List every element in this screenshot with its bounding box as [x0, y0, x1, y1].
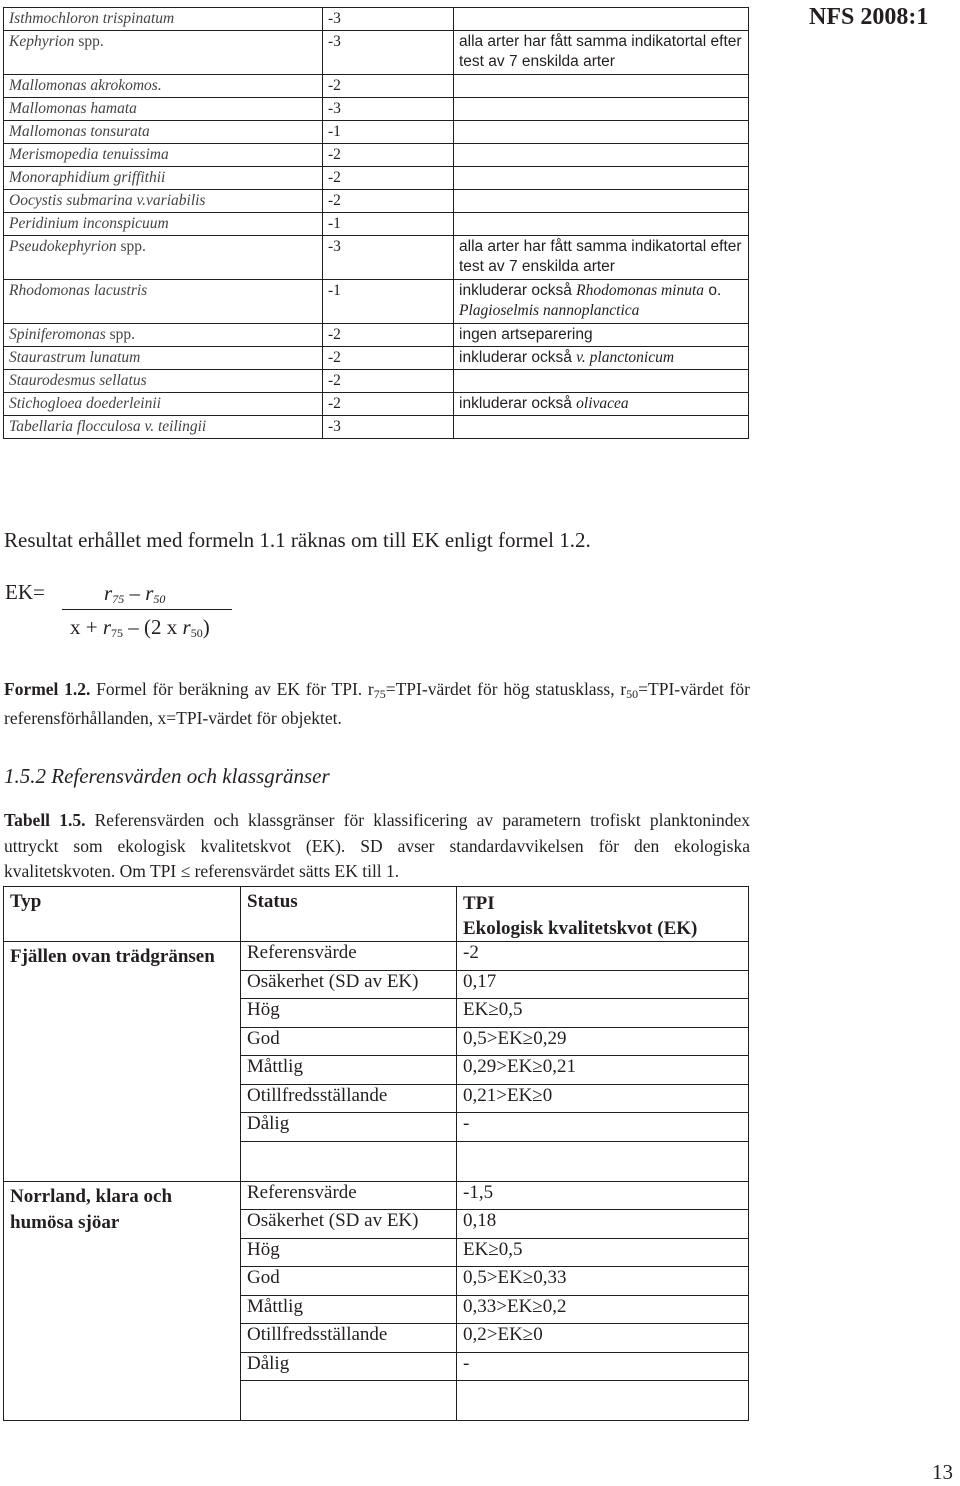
species-row	[4, 393, 749, 416]
indicator-value: -2	[323, 167, 454, 190]
spacer-cell	[241, 1141, 457, 1181]
result-text: Resultat erhållet med formeln 1.1 räknas om till EK enligt formel 1.2.	[4, 528, 591, 552]
species-row	[4, 190, 749, 213]
species-row	[4, 31, 749, 75]
indicator-value: -3	[323, 8, 454, 31]
indicator-value: -2	[323, 75, 454, 98]
species-name: Staurastrum lunatum	[4, 347, 323, 370]
species-row	[4, 347, 749, 370]
species-row	[4, 98, 749, 121]
indicator-value: -2	[323, 144, 454, 167]
species-name: Mallomonas tonsurata	[4, 121, 323, 144]
page-number: 13	[932, 1460, 953, 1484]
species-name: Stichogloea doederleinii	[4, 393, 323, 416]
document-header: NFS 2008:1	[809, 4, 929, 30]
species-name: Merismopedia tenuissima	[4, 144, 323, 167]
formula-denominator: $x + r_{75} - (2$ x $r_{50}$)	[70, 615, 210, 640]
species-row	[4, 75, 749, 98]
species-name: Peridinium inconspicuum	[4, 213, 323, 236]
species-name: Kephyrion spp.	[4, 31, 323, 75]
species-row	[4, 8, 749, 31]
status-cell: God	[241, 1267, 457, 1296]
species-row	[4, 167, 749, 190]
species-name: Monoraphidium griffithii	[4, 167, 323, 190]
indicator-value: -2	[323, 324, 454, 347]
species-row	[4, 416, 749, 439]
species-name: Staurodesmus sellatus	[4, 370, 323, 393]
species-note: inkluderar också Rhodomonas minuta o. Plagioselmis nannoplanctica	[454, 280, 749, 324]
status-cell: Hög	[241, 1238, 457, 1267]
species-note	[454, 121, 749, 144]
indicator-value: -3	[323, 236, 454, 280]
indicator-value: -3	[323, 416, 454, 439]
status-cell: Dålig	[241, 1113, 457, 1142]
formula-caption: Formel 1.2. Formel för beräkning av EK för TPI. $r_{75}=TPI$-värdet för hög statusklass, $r_{50}=TPI$-värdet för referensförhållanden, x=TPI-värdet för objektet.	[4, 679, 750, 728]
species-row	[4, 236, 749, 280]
species-name: Tabellaria flocculosa v. teilingii	[4, 416, 323, 439]
species-row	[4, 213, 749, 236]
tpi-value-cell: 0,17	[457, 970, 749, 999]
header-tpi: TPI Ekologisk kvalitetskvot (EK)	[457, 887, 749, 942]
indicator-value: -3	[323, 31, 454, 75]
species-note	[454, 213, 749, 236]
fraction-line	[62, 609, 232, 610]
tpi-value-cell: 0,5>EK≥0,33	[457, 1267, 749, 1296]
status-cell: Hög	[241, 999, 457, 1028]
species-note: inkluderar också olivacea	[454, 393, 749, 416]
indicator-value: -1	[323, 213, 454, 236]
species-note: ingen artseparering	[454, 324, 749, 347]
species-row	[4, 121, 749, 144]
header-status: Status	[241, 887, 457, 942]
tpi-value-cell: -	[457, 1352, 749, 1381]
species-note: alla arter har fått samma indikatortal efter test av 7 enskilda arter	[454, 31, 749, 75]
tpi-value-cell: 0,21>EK≥0	[457, 1084, 749, 1113]
species-name: Mallomonas hamata	[4, 98, 323, 121]
status-cell: Otillfredsställande	[241, 1084, 457, 1113]
tpi-value-cell: EK≥0,5	[457, 1238, 749, 1267]
tpi-value-cell: 0,18	[457, 1210, 749, 1239]
tpi-value-cell: -	[457, 1113, 749, 1142]
status-cell: Måttlig	[241, 1295, 457, 1324]
species-note	[454, 98, 749, 121]
status-cell: Otillfredsställande	[241, 1324, 457, 1353]
status-cell: Måttlig	[241, 1056, 457, 1085]
status-cell: Referensvärde	[241, 1181, 457, 1210]
indicator-value: -2	[323, 393, 454, 416]
species-note	[454, 8, 749, 31]
species-name: Spiniferomonas spp.	[4, 324, 323, 347]
species-note	[454, 144, 749, 167]
species-row	[4, 144, 749, 167]
species-note: inkluderar också v. planctonicum	[454, 347, 749, 370]
species-note	[454, 75, 749, 98]
species-name: Mallomonas akrokomos.	[4, 75, 323, 98]
ref-table-row	[4, 942, 749, 971]
species-name: Isthmochloron trispinatum	[4, 8, 323, 31]
species-row	[4, 370, 749, 393]
formula-numerator: $r_{75} - r_{50}$	[104, 581, 166, 606]
status-cell: Osäkerhet (SD av EK)	[241, 1210, 457, 1239]
tpi-value-cell: EK≥0,5	[457, 999, 749, 1028]
species-note	[454, 190, 749, 213]
indicator-value: -2	[323, 190, 454, 213]
species-row	[4, 324, 749, 347]
status-cell: Referensvärde	[241, 942, 457, 971]
reference-values-table	[3, 886, 749, 1421]
water-type: Fjällen ovan trädgränsen	[4, 942, 241, 1182]
status-cell: Osäkerhet (SD av EK)	[241, 970, 457, 999]
species-name: Oocystis submarina v.variabilis	[4, 190, 323, 213]
indicator-value: -2	[323, 347, 454, 370]
header-typ: Typ	[4, 887, 241, 942]
section-heading: 1.5.2 Referensvärden och klassgränser	[4, 764, 330, 788]
ref-table-header-row	[4, 887, 749, 942]
water-type: Norrland, klara och humösa sjöar	[4, 1181, 241, 1421]
spacer-cell	[457, 1381, 749, 1421]
indicator-value: -3	[323, 98, 454, 121]
species-name: Rhodomonas lacustris	[4, 280, 323, 324]
species-note	[454, 416, 749, 439]
species-name: Pseudokephyrion spp.	[4, 236, 323, 280]
indicator-value: -1	[323, 280, 454, 324]
species-note	[454, 370, 749, 393]
tpi-value-cell: 0,5>EK≥0,29	[457, 1027, 749, 1056]
indicator-value: -2	[323, 370, 454, 393]
tpi-value-cell: 0,33>EK≥0,2	[457, 1295, 749, 1324]
tpi-value-cell: 0,2>EK≥0	[457, 1324, 749, 1353]
status-cell: God	[241, 1027, 457, 1056]
species-note: alla arter har fått samma indikatortal efter test av 7 enskilda arter	[454, 236, 749, 280]
species-note	[454, 167, 749, 190]
spacer-cell	[457, 1141, 749, 1181]
spacer-cell	[241, 1381, 457, 1421]
tpi-value-cell: 0,29>EK≥0,21	[457, 1056, 749, 1085]
indicator-value: -1	[323, 121, 454, 144]
species-row	[4, 280, 749, 324]
table-caption: Tabell 1.5. Referensvärden och klassgränser för klassificering av parametern trofiskt planktonindex uttryckt som ekologisk kvalitetskvot (EK). SD avser standardavvikelsen för den ekologiska kvalitetskvoten. Om TPI ≤ referensvärdet sätts EK till 1.	[4, 810, 750, 881]
status-cell: Dålig	[241, 1352, 457, 1381]
species-indicator-table	[3, 7, 749, 439]
ref-table-row	[4, 1181, 749, 1210]
tpi-value-cell: -2	[457, 942, 749, 971]
tpi-value-cell: -1,5	[457, 1181, 749, 1210]
formula-lhs: EK=	[5, 580, 45, 604]
